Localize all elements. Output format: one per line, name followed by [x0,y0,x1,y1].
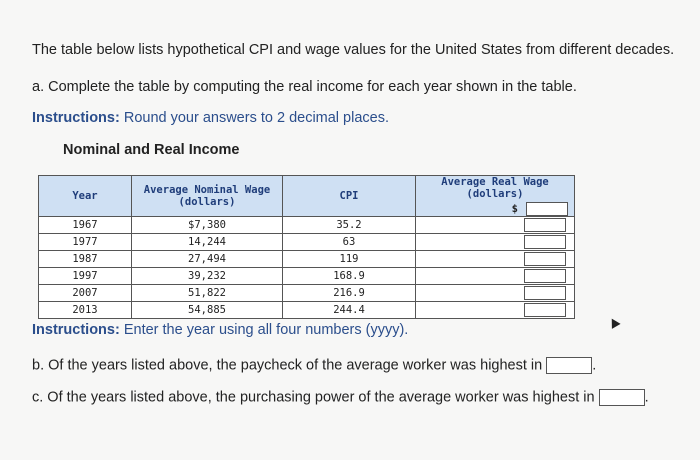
real-wage-input-1977[interactable] [524,218,566,232]
real-wage-cell [416,234,575,251]
real-wage-input-1997[interactable] [524,252,566,266]
real-wage-cell [416,217,575,234]
part-c-period: . [644,389,649,406]
part-b-answer-input[interactable] [546,357,592,374]
header-year: Year [39,176,132,217]
wage-cell: 27,494 [132,251,283,268]
cpi-cell: 216.9 [283,285,416,302]
wage-cell: $7,380 [132,217,283,234]
mouse-cursor-icon [607,316,620,329]
dollar-sign: $ [511,203,518,215]
year-cell: 1997 [39,268,132,285]
header-cpi: CPI [283,176,416,217]
part-b [32,357,596,374]
real-wage-cell [416,285,575,302]
part-b-text: b. Of the years listed above, the paycheck of the average worker was highest in [32,357,543,374]
intro-text: The table below lists hypothetical CPI and wage values for the United States from different decades. [32,42,675,58]
year-cell: 2013 [39,302,132,319]
table-row [39,268,575,285]
year-cell: 1977 [39,234,132,251]
table-row [39,251,575,268]
real-wage-input-extra[interactable] [524,303,566,317]
header-nominal-wage: Average Nominal Wage (dollars) [132,176,283,217]
cpi-cell: 35.2 [283,217,416,234]
wage-cell: 54,885 [132,302,283,319]
header-real-wage [416,176,575,217]
instructions-year [32,322,408,338]
part-a-text: a. Complete the table by computing the real income for each year shown in the table. [32,79,577,95]
instructions-text: Round your answers to 2 decimal places. [119,110,390,126]
cpi-cell: 119 [283,251,416,268]
cpi-cell: 63 [283,234,416,251]
instructions-text: Enter the year using all four numbers (yyyy). [119,322,409,338]
real-wage-cell [416,251,575,268]
real-wage-cell [416,302,575,319]
part-c [32,389,649,406]
income-table [38,175,575,319]
year-cell: 2007 [39,285,132,302]
year-cell: 1987 [39,251,132,268]
real-wage-input-2013[interactable] [524,286,566,300]
instructions-label: Instructions: [32,322,120,338]
table-row [39,302,575,319]
part-c-answer-input[interactable] [599,389,645,406]
instructions-round [32,110,389,126]
table-row [39,217,575,234]
year-cell: 1967 [39,217,132,234]
cpi-cell: 168.9 [283,268,416,285]
part-b-period: . [592,357,597,374]
part-c-text: c. Of the years listed above, the purchasing power of the average worker was highest in [32,389,595,406]
real-wage-input-1967[interactable] [526,202,568,216]
header-real-wage-label: Average Real Wage (dollars) [441,176,549,200]
table-row [39,285,575,302]
wage-cell: 51,822 [132,285,283,302]
real-wage-cell [416,268,575,285]
instructions-label: Instructions: [32,110,120,126]
real-wage-input-1987[interactable] [524,235,566,249]
table-title: Nominal and Real Income [63,142,240,158]
table-row [39,234,575,251]
wage-cell: 39,232 [132,268,283,285]
real-wage-input-2007[interactable] [524,269,566,283]
wage-cell: 14,244 [132,234,283,251]
cpi-cell: 244.4 [283,302,416,319]
